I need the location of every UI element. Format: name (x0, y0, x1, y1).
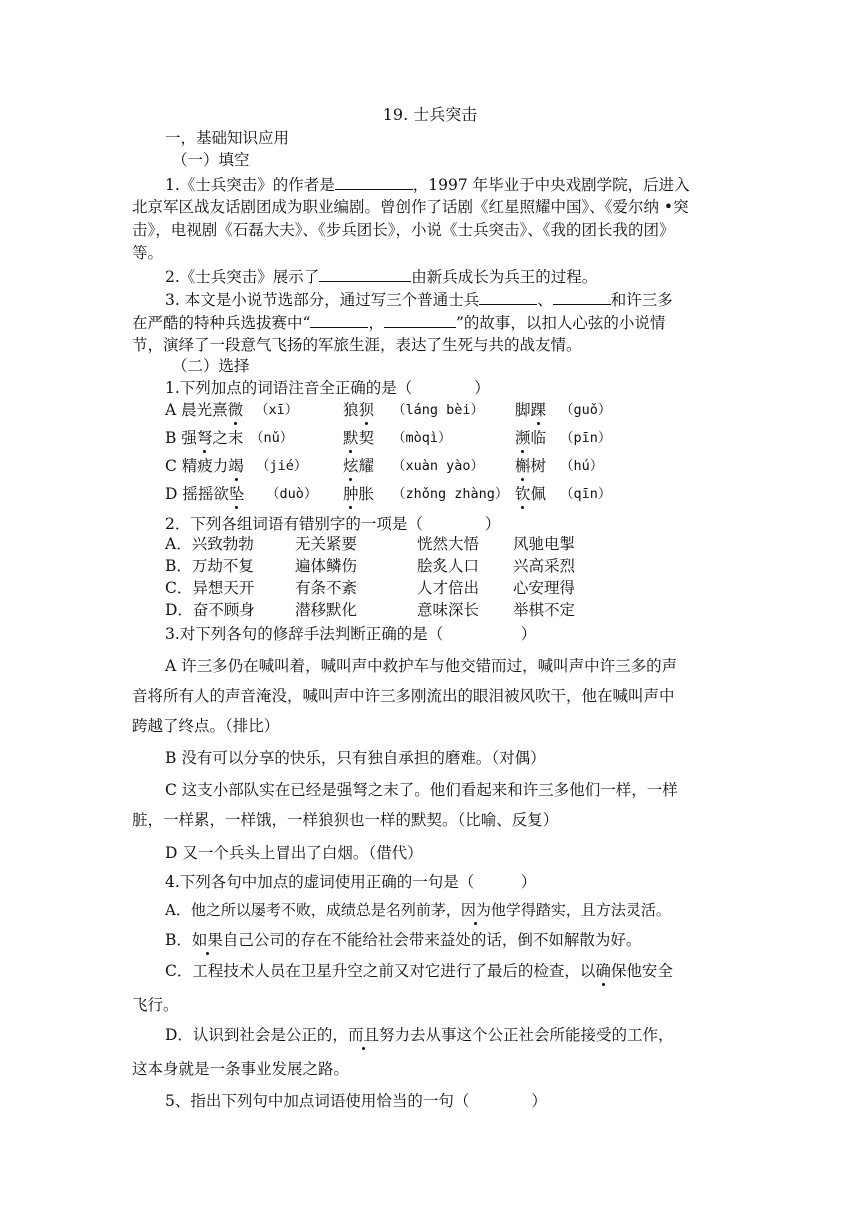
pinyin-annotation: （pīn） (560, 430, 612, 446)
mc1-option-a-word-2: 狼狈 (343, 401, 375, 419)
pinyin-annotation: （qīn） (560, 486, 612, 502)
answer-blank[interactable] (479, 289, 537, 305)
question-3-line-3: 节，演绎了一段意气飞扬的军旅生涯，表达了生死与共的战友情。 (132, 336, 582, 354)
dotted-character: 槲 (515, 457, 531, 475)
mc4-option-d-line-2: 这本身就是一条事业发展之路。 (132, 1060, 350, 1078)
mc2-option-d-word-2: 潜移默化 (295, 601, 358, 619)
question-2: 2.《士兵突击》展示了 由新兵成长为兵王的过程。 (165, 268, 598, 286)
pinyin-annotation: （guǒ） (560, 402, 612, 418)
mc2-option-b-word-2: 遍体鳞伤 (295, 557, 358, 575)
mc2-option-c-word-3: 人才倍出 (417, 579, 480, 597)
mc3-stem: 3.对下列各句的修辞手法判断正确的是（ ） (165, 625, 537, 643)
mc2-option-c-word-4: 心安理得 (513, 579, 576, 597)
mc2-stem: 2．下列各组词语有错别字的一项是（ ） (165, 515, 501, 533)
mc4-stem: 4.下列各句中加点的虚词使用正确的一句是（ ） (165, 873, 537, 891)
dotted-character: 竭 (228, 457, 244, 475)
pinyin-annotation: （hú） (560, 458, 604, 474)
mc1-option-d-word-1: D 摇摇欲坠 (165, 485, 245, 503)
question-1-line-3: 击》，电视剧《石磊大夫》、《步兵团长》，小说《士兵突击》、《我的团长我的团》 (132, 221, 675, 239)
mc1-stem: 1.下列加点的词语注音全正确的是（ ） (165, 379, 490, 397)
dotted-character: 狈 (358, 401, 375, 419)
mc4-option-c-line-2: 飞行。 (132, 996, 179, 1014)
dotted-character: 濒 (515, 429, 531, 447)
answer-blank[interactable] (310, 312, 368, 328)
mc2-option-b-word-1: B．万劫不复 (165, 557, 254, 575)
pinyin-annotation: （mòqì） (392, 430, 452, 446)
mc2-option-d-word-4: 举棋不定 (513, 601, 576, 619)
mc2-option-a-word-2: 无关紧要 (295, 535, 358, 553)
answer-blank[interactable] (553, 289, 611, 305)
mc1-option-c-word-2: 炫耀 (343, 457, 375, 475)
subsection-choice: （二）选择 (172, 357, 250, 375)
mc1-option-c-word-3: 槲树 (515, 457, 547, 475)
mc3-option-d: D 又一个兵头上冒出了白烟。（借代） (165, 844, 423, 862)
question-3-line-2: 在严酷的特种兵选拔赛中“ ， ”的故事，以扣人心弦的小说情 (132, 314, 666, 332)
dotted-character: 坠 (228, 485, 245, 503)
dotted-character: 钦 (515, 485, 531, 503)
pinyin-annotation: （jié） (256, 458, 308, 474)
dotted-word: 因为 (460, 901, 491, 919)
mc2-option-c-word-2: 有条不紊 (295, 579, 358, 597)
dotted-character: 肿 (343, 485, 359, 503)
question-1-line-1: 1.《士兵突击》的作者是 ，1997 年毕业于中央戏剧学院，后进入 (165, 176, 690, 194)
mc3-option-a-line-1: A 许三多仍在喊叫着，喊叫声中救护车与他交错而过，喊叫声中许三多的声 (165, 657, 678, 675)
mc2-option-a-word-3: 恍然大悟 (417, 535, 480, 553)
mc1-option-b-word-3: 濒临 (515, 429, 547, 447)
dotted-character: 默 (343, 429, 359, 447)
dotted-character: 弩 (196, 429, 213, 447)
mc4-option-d-line-1: D．认识到社会是公正的，而且努力去从事这个公正社会所能接受的工作， (165, 1026, 674, 1044)
mc1-option-b-word-2: 默契 (343, 429, 375, 447)
dotted-character: 微 (227, 401, 244, 419)
mc2-option-b-word-4: 兴高采烈 (513, 557, 576, 575)
mc1-option-a-word-1: A 晨光熹微 (165, 401, 244, 419)
mc3-option-a-line-3: 跨越了终点。（排比） (132, 717, 280, 735)
pinyin-annotation: （zhǒng zhàng） (392, 486, 509, 502)
mc1-option-a-word-3: 脚踝 (515, 401, 547, 419)
mc4-option-b: B．如果自己公司的存在不能给社会带来益处的话，倒不如解散为好。 (165, 931, 642, 949)
mc1-option-b-word-1: B 强弩之末 (165, 429, 244, 447)
mc4-option-c-line-1: C．工程技术人员在卫星升空之前又对它进行了最后的检查，以确保他安全 (165, 962, 673, 980)
dotted-word: 如果 (191, 931, 223, 949)
dotted-character: 踝 (530, 401, 547, 419)
mc3-option-b: B 没有可以分享的快乐，只有独自承担的磨难。（对偶） (165, 749, 546, 767)
mc2-option-d-word-3: 意味深长 (417, 601, 480, 619)
pinyin-annotation: （láng bèi） (392, 402, 485, 418)
dotted-word: 以确保 (579, 962, 627, 980)
mc2-option-c-word-1: C．异想天开 (165, 579, 255, 597)
pinyin-annotation: （nǔ） (250, 430, 294, 446)
mc4-option-a: A．他之所以屡考不败，成绩总是名列前茅，因为他学得踏实，且方法灵活。 (165, 901, 671, 919)
mc2-option-d-word-1: D．奋不顾身 (165, 601, 255, 619)
pinyin-annotation: （xī） (255, 402, 299, 418)
mc2-option-a-word-4: 风驰电掣 (513, 535, 576, 553)
question-5-stem: 5、指出下列句中加点词语使用恰当的一句（ ） (165, 1092, 547, 1110)
pinyin-annotation: （xuàn yào） (392, 458, 485, 474)
question-1-line-2: 北京军区战友话剧团成为职业编剧。曾创作了话剧《红星照耀中国》、《爱尔纳 •突 (132, 198, 689, 216)
dotted-word: 而且 (347, 1026, 379, 1044)
dotted-character: 炫 (343, 457, 359, 475)
mc1-option-d-word-2: 肿胀 (343, 485, 375, 503)
mc2-option-b-word-3: 脍炙人口 (417, 557, 480, 575)
answer-blank[interactable] (384, 312, 456, 328)
mc3-option-c-line-1: C 这支小部队实在已经是强弩之末了。他们看起来和许三多他们一样，一样 (165, 781, 678, 799)
mc3-option-a-line-2: 音将所有人的声音淹没，喊叫声中许三多刚流出的眼泪被风吹干，他在喊叫声中 (132, 687, 675, 705)
section-heading: 一，基础知识应用 (165, 129, 290, 147)
mc2-option-a-word-1: A．兴致勃勃 (165, 535, 254, 553)
answer-blank[interactable] (319, 266, 411, 282)
pinyin-annotation: （duò） (266, 486, 318, 502)
answer-blank[interactable] (335, 174, 413, 190)
subsection-fill-blank: （一）填空 (172, 151, 250, 169)
mc1-option-c-word-1: C 精疲力竭 (165, 457, 244, 475)
question-1-line-4: 等。 (132, 244, 164, 262)
doc-title: 19. 士兵突击 (382, 105, 478, 124)
mc1-option-d-word-3: 钦佩 (515, 485, 547, 503)
question-3-line-1: 3. 本文是小说节选部分，通过写三个普通士兵 、 和许三多 (165, 291, 673, 309)
mc3-option-c-line-2: 脏，一样累，一样饿，一样狼狈也一样的默契。（比喻、反复） (132, 811, 559, 829)
